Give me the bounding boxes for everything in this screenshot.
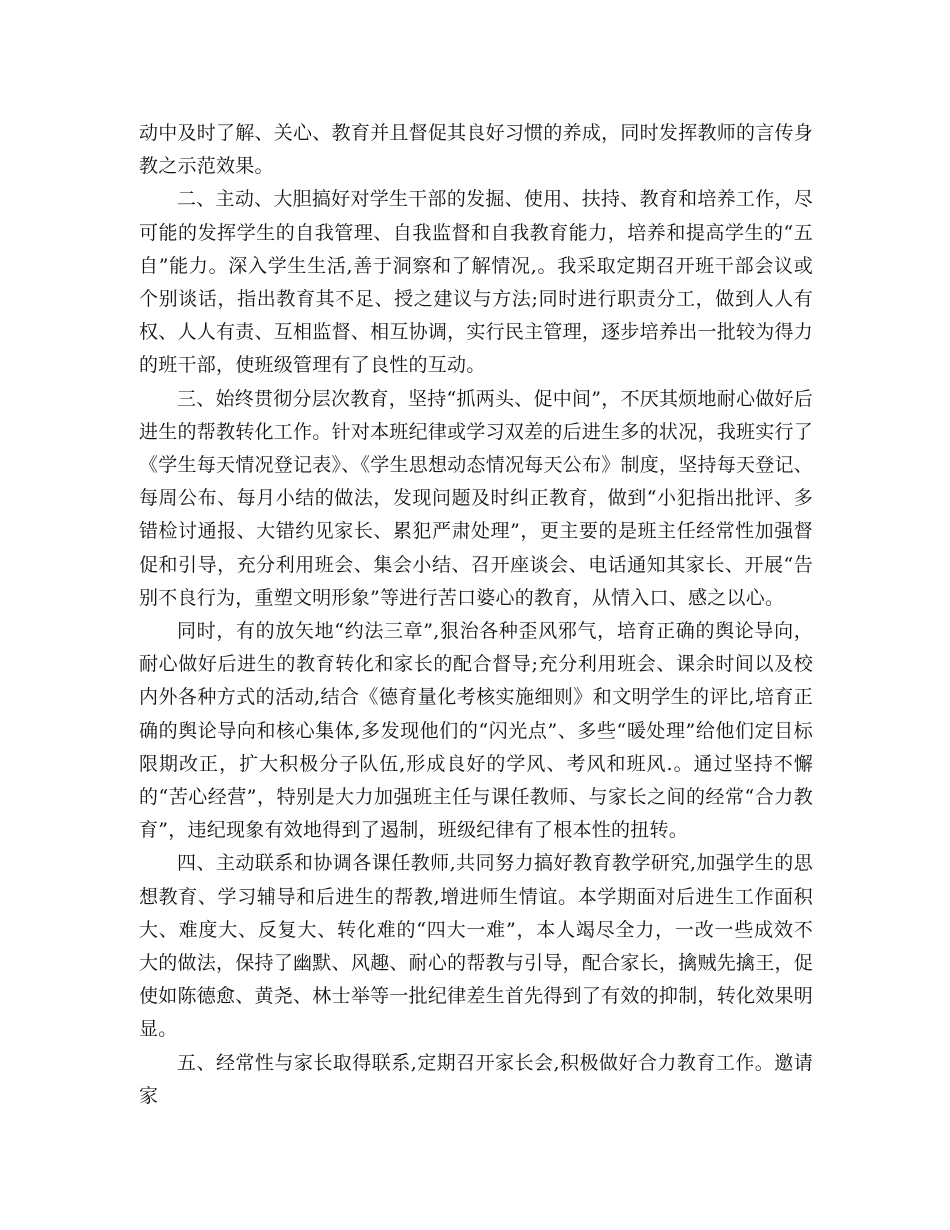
paragraph-student-cadres: 二、主动、大胆搞好对学生干部的发掘、使用、扶持、教育和培养工作，尽可能的发挥学生的自我管理、自我监督和自我教育能力，培养和提高学生的“五自”能力。深入学生生活,善于洞察和了解情况,。我采取定期召开班干部会议或个别谈话，指出教育其不足、授之建议与方法;同时进行职责分工，做到人人有权、人人有责、互相监督、相互协调，实行民主管理，逐步培养出一批较为得力的班干部，使班级管理有了良性的互动。: [139, 188, 813, 377]
paragraph-tiered-education: 三、始终贯彻分层次教育，坚持“抓两头、促中间”，不厌其烦地耐心做好后进生的帮教转化工作。针对本班纪律或学习双差的后进生多的状况，我班实行了《学生每天情况登记表》、《学生思想动态情况每天公布》制度，坚持每天登记、每周公布、每月小结的做法，发现问题及时纠正教育，做到“小犯指出批评、多错检讨通报、大错约见家长、累犯严肃处理”，更主要的是班主任经常性加强督促和引导，充分利用班会、集会小结、召开座谈会、电话通知其家长、开展“告别不良行为，重塑文明形象”等进行苦口婆心的教育，从情入口、感之以心。: [139, 387, 814, 609]
paragraph-discipline: 同时，有的放矢地“约法三章”,狠治各种歪风邪气，培育正确的舆论导向，耐心做好后进生的教育转化和家长的配合督导;充分利用班会、课余时间以及校内外各种方式的活动,结合《德育量化考核实施细则》和文明学生的评比,培育正确的舆论导向和核心集体,多发现他们的“闪光点”、多些“暖处理”给他们定目标限期改正，扩大积极分子队伍,形成良好的学风、考风和班风.。通过坚持不懈的“苦心经营”，特别是大力加强班主任与课任教师、与家长之间的经常“合力教育”，违纪现象有效地得到了遏制，班级纪律有了根本性的扭转。: [139, 620, 813, 842]
paragraph-continuation: 动中及时了解、关心、教育并且督促其良好习惯的养成，同时发挥教师的言传身教之示范效果。: [139, 122, 813, 178]
paragraph-parent-contact: 五、经常性与家长取得联系,定期召开家长会,积极做好合力教育工作。邀请家: [139, 1051, 813, 1107]
document-body: [139, 117, 813, 1113]
paragraph-teacher-coordination: 四、主动联系和协调各课任教师,共同努力搞好教育教学研究,加强学生的思想教育、学习辅导和后进生的帮教,增进师生情谊。本学期面对后进生工作面积大、难度大、反复大、转化难的“四大一难”，本人竭尽全力，一改一些成效不大的做法，保持了幽默、风趣、耐心的帮教与引导，配合家长，擒贼先擒王，促使如陈德愈、黄尧、林士举等一批纪律差生首先得到了有效的抑制，转化效果明显。: [139, 852, 813, 1041]
